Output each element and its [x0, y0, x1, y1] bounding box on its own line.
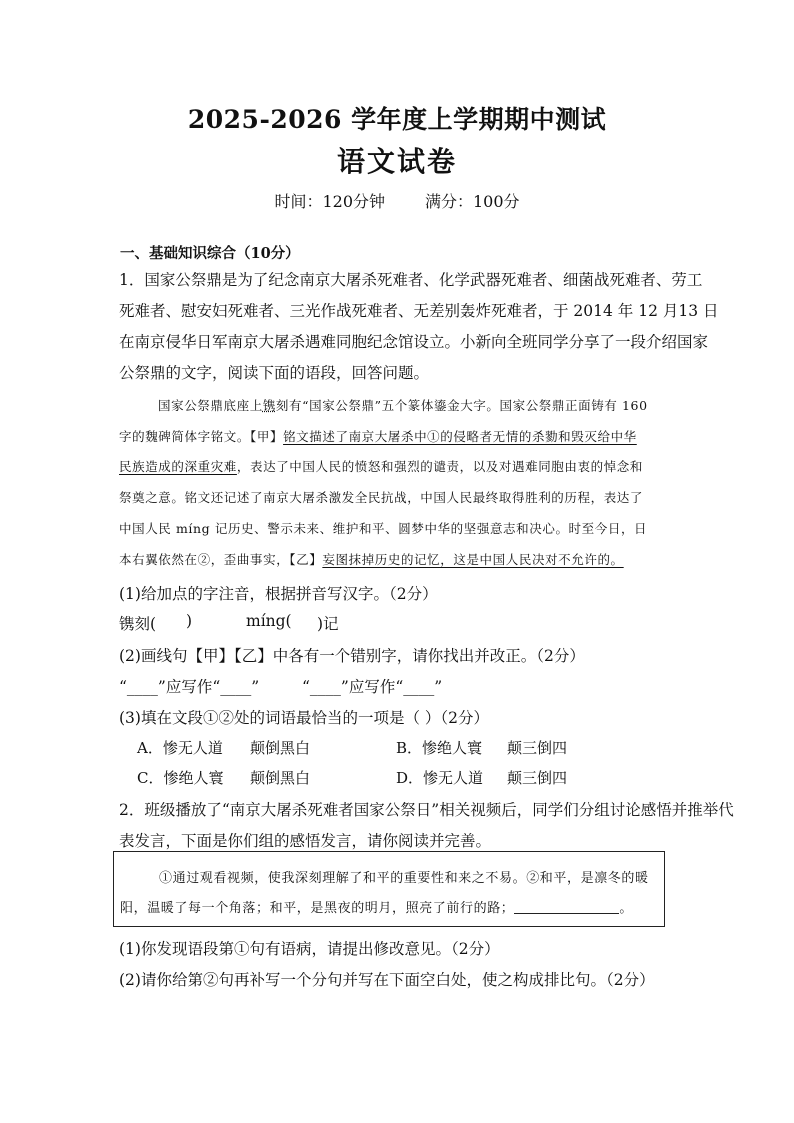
option-d-word: 颠三倒四 — [507, 769, 568, 787]
q2-sub2: (2)请你给第②句再补写一个分句并写在下面空白处，使之构成排比句。（2分） — [119, 971, 655, 989]
passage-text: 国家公祭鼎底座上 — [158, 398, 263, 413]
passage-line: 祭奠之意。铭文还记述了南京大屠杀激发全民抗战，中国人民最终取得胜利的历程，表达了 — [119, 490, 644, 505]
q1-line: 1．国家公祭鼎是为了纪念南京大屠杀死难者、化学武器死难者、细菌战死难者、劳工 — [119, 271, 703, 289]
speech-box — [113, 851, 665, 927]
underlined-sentence-jia: 铭文描述了南京大屠杀中①的侵略者无情的杀勠和毁灭给中华 — [283, 429, 637, 444]
option-a-word: 颠倒黑白 — [250, 739, 311, 757]
dotted-char: 镌 — [262, 398, 276, 413]
option-a-label: A．惨无人道 — [137, 739, 223, 757]
speech-end: 。 — [619, 901, 634, 916]
exam-title: 2025-2026 学年度上学期期中测试 — [187, 105, 607, 134]
q2-line: 表发言，下面是你们组的感悟发言，请你阅读并完善。 — [119, 832, 492, 850]
passage-text: 刻有“国家公祭鼎”五个篆体鎏金大字。国家公祭鼎正面铸有 160 — [275, 398, 648, 413]
option-b-word: 颠三倒四 — [507, 739, 568, 757]
passage-line — [119, 427, 637, 445]
q1-line: 在南京侵华日军南京大屠杀遇难同胞纪念馆设立。小新向全班同学分享了一段介绍国家 — [119, 333, 709, 351]
q1-sub3: (3)填在文段①②处的词语最恰当的一项是（ ）（2分） — [119, 709, 489, 727]
sub1-answer-b: ) — [186, 612, 193, 630]
passage-text: 本右翼依然在②，歪曲事实，【乙】 — [119, 552, 323, 567]
q1-line: 公祭鼎的文字，阅读下面的语段，回答问题。 — [119, 364, 430, 382]
option-d-label: D．惨无人道 — [396, 769, 484, 787]
sub1-answer-c: míng( — [246, 612, 292, 630]
speech-line — [120, 897, 633, 916]
option-b-label: B．惨绝人寰 — [396, 739, 483, 757]
option-c-label: C．惨绝人寰 — [137, 769, 224, 787]
q2-sub1: (1)你发现语段第①句有语病，请提出修改意见。（2分） — [119, 940, 500, 958]
passage-line — [158, 396, 648, 414]
q1-line: 死难者、慰安妇死难者、三光作战死难者、无差别轰炸死难者，于 2014 年 12 月13 日 — [119, 302, 719, 320]
section-heading: 一、基础知识综合（10分） — [120, 245, 300, 262]
exam-meta — [0, 189, 794, 212]
sub2-answer-left: “____”应写作“____” — [119, 678, 260, 696]
q1-sub2: (2)画线句【甲】【乙】中各有一个错别字，请你找出并改正。（2分） — [119, 647, 585, 665]
underlined-sentence-jia: 民族造成的深重灾难 — [119, 459, 237, 474]
sub1-answer-a: 镌刻( — [119, 615, 157, 633]
answer-blank[interactable] — [514, 899, 619, 914]
speech-line: ①通过观看视频，使我深刻理解了和平的重要性和来之不易。②和平，是凛冬的暖 — [159, 871, 649, 886]
passage-line — [119, 550, 624, 568]
q2-line: 2．班级播放了“南京大屠杀死难者国家公祭日”相关视频后，同学们分组讨论感悟并推举代 — [119, 801, 734, 819]
speech-text: 阳，温暖了每一个角落；和平，是黑夜的明月，照亮了前行的路； — [120, 901, 515, 916]
q1-sub1: (1)给加点的字注音，根据拼音写汉字。（2分） — [119, 585, 438, 603]
exam-time: 时间：120分钟 — [274, 192, 385, 211]
exam-score: 满分：100分 — [425, 192, 520, 211]
sub2-answer-right: “____”应写作“____” — [302, 678, 443, 696]
passage-text: ，表达了中国人民的愤怒和强烈的谴责，以及对遇难同胞由衷的悼念和 — [236, 459, 644, 474]
exam-subtitle: 语文试卷 — [336, 145, 457, 178]
passage-line: 中国人民 míng 记历史、警示未来、维护和平、圆梦中华的坚强意志和决心。时至今日，日 — [119, 521, 648, 536]
underlined-sentence-yi: 妄图抹掉历史的记忆，这是中国人民决对不允许的。 — [322, 552, 624, 567]
passage-line — [119, 457, 643, 475]
option-c-word: 颠倒黑白 — [250, 769, 311, 787]
passage-text: 字的魏碑简体字铭文。【甲】 — [119, 429, 284, 444]
sub1-answer-d: )记 — [317, 615, 339, 633]
